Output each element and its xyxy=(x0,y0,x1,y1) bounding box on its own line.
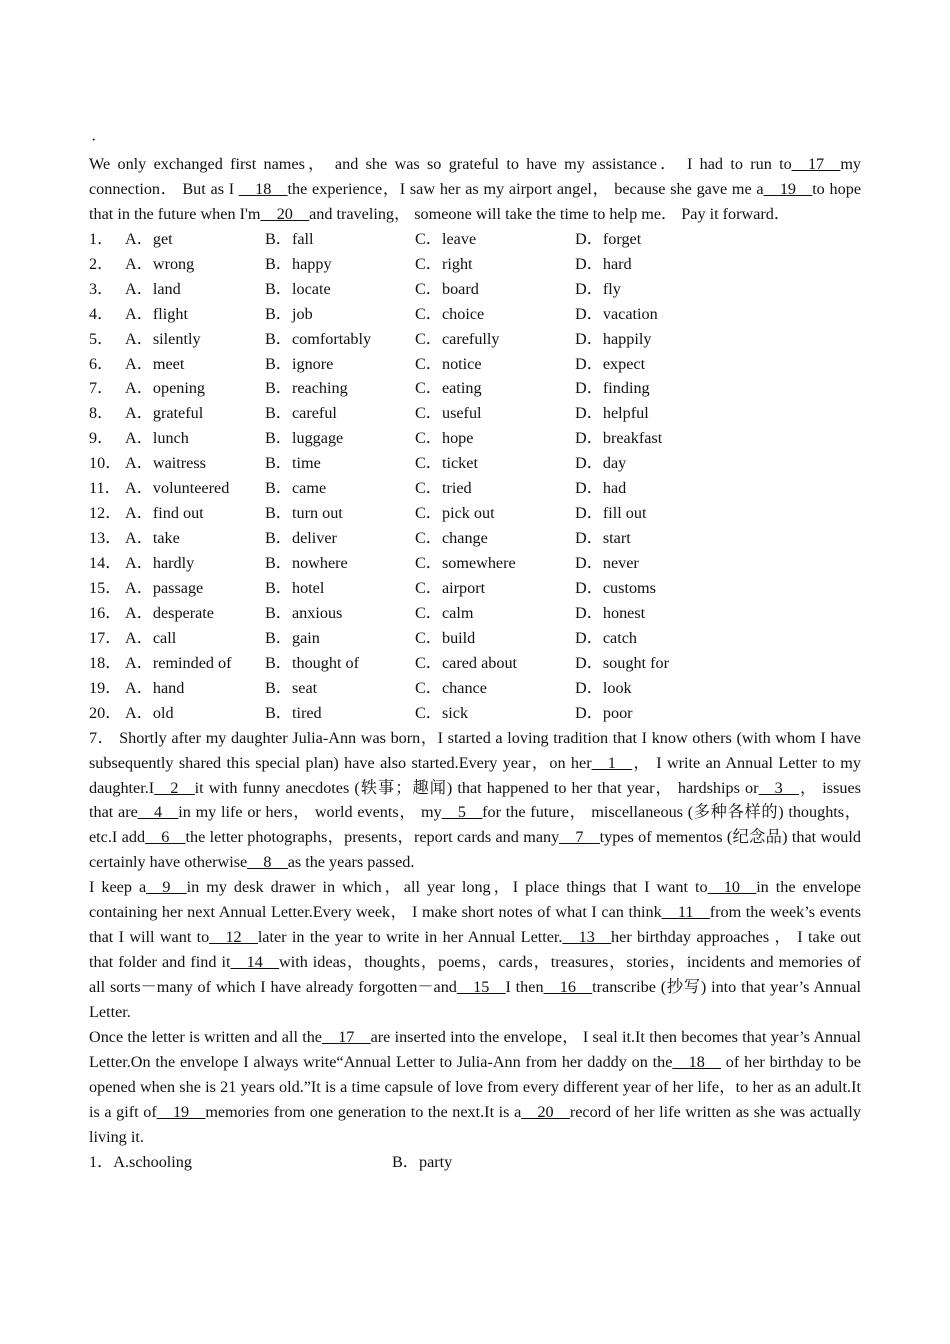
text-run: types of mementos (纪念品) that would certainly have otherwise xyxy=(89,828,861,872)
question-number: 16． xyxy=(89,603,122,622)
option-b: B．came xyxy=(265,479,327,498)
option-row xyxy=(89,451,861,476)
option-row xyxy=(89,651,861,676)
option-d: D．vacation xyxy=(575,304,658,323)
blank: __1__ xyxy=(591,753,633,772)
quiz-7-first-option-row xyxy=(89,1150,861,1175)
blank: __4__ xyxy=(137,803,179,822)
option-row xyxy=(89,277,861,302)
text-run: her birthday approaches ， I take out that folder and find it xyxy=(89,928,861,972)
question-number: 7． xyxy=(89,379,114,398)
option-b: B．fall xyxy=(265,229,314,248)
option-d: D．honest xyxy=(575,603,646,622)
option-a: A．silently xyxy=(125,329,201,348)
question-number: 6． xyxy=(89,354,114,373)
option-d: D．finding xyxy=(575,379,650,398)
option-a: A．land xyxy=(125,279,181,298)
option-c: C．notice xyxy=(415,354,482,373)
option-d: D．breakfast xyxy=(575,429,663,448)
question-number: 8． xyxy=(89,404,114,423)
option-a: A．lunch xyxy=(125,429,189,448)
blank: __17__ xyxy=(322,1028,371,1047)
option-a: A．find out xyxy=(125,504,204,523)
question-number: 13． xyxy=(89,529,122,548)
text-run: the letter photographs，presents，report cards and many xyxy=(185,828,560,847)
text-run: it with funny anecdotes (轶事；趣闻) that happened to her that year， hardships or xyxy=(194,778,759,797)
question-number: 17． xyxy=(89,628,122,647)
blank: __18__ xyxy=(672,1053,721,1071)
option-a: A．wrong xyxy=(125,254,195,273)
option-d: D．poor xyxy=(575,703,633,722)
option-row xyxy=(89,327,861,352)
option-a: A．waitress xyxy=(125,454,206,473)
text-run: later in the year to write in her Annual Letter. xyxy=(257,928,563,947)
blank: __6__ xyxy=(145,828,186,847)
option-b: B．comfortably xyxy=(265,329,372,348)
option-d: D．hard xyxy=(575,254,632,273)
passage-7-paragraph-2 xyxy=(89,875,861,1025)
option-c: C．somewhere xyxy=(415,554,516,573)
option-row xyxy=(89,601,861,626)
text-run: for the future， miscellaneous (多种各样的) thoughts，etc.I add xyxy=(89,803,861,847)
option-a: A．reminded of xyxy=(125,653,232,672)
option-row xyxy=(89,426,861,451)
option-row xyxy=(89,227,861,252)
blank: __13__ xyxy=(562,928,612,947)
option-a: A．grateful xyxy=(125,404,204,423)
blank: __12__ xyxy=(209,928,258,947)
blank: __10__ xyxy=(707,878,757,897)
option-a: A．flight xyxy=(125,304,188,323)
blank: __14__ xyxy=(230,953,280,972)
text-run: with ideas，thoughts，poems，cards，treasures，stories，incidents and memories of all sorts－many of which I have already forgotten－and xyxy=(89,953,862,997)
blank: __20__ xyxy=(260,204,310,223)
option-b: B．anxious xyxy=(265,603,343,622)
passage-7-paragraph-3 xyxy=(89,1025,861,1150)
option-d: D．helpful xyxy=(575,404,649,423)
option-row xyxy=(89,302,861,327)
passage-7-paragraph-1 xyxy=(89,726,861,876)
option-row xyxy=(89,501,861,526)
option-b: B．hotel xyxy=(265,578,325,597)
option-a: A．passage xyxy=(125,578,204,597)
top-mark: · xyxy=(91,131,97,149)
option-d: D．happily xyxy=(575,329,652,348)
blank: __11__ xyxy=(661,903,710,922)
option-row xyxy=(89,401,861,426)
option-a: A．desperate xyxy=(125,603,214,622)
option-c: C．airport xyxy=(415,578,486,597)
text-run: to hope that in the future when I'm xyxy=(89,179,862,223)
question-number: 2． xyxy=(89,254,114,273)
text-run: as the years passed. xyxy=(287,853,415,872)
option-b: B．ignore xyxy=(265,354,334,373)
option-row xyxy=(89,252,861,277)
text-run: record of her life written as she was actually living it. xyxy=(89,1102,861,1146)
option-d: D．look xyxy=(575,678,632,697)
passage-1-tail xyxy=(89,152,861,227)
option-b: B．turn out xyxy=(265,504,343,523)
option-b: B．gain xyxy=(265,628,320,647)
option-d: D．sought for xyxy=(575,653,669,672)
blank: __16__ xyxy=(543,978,593,997)
option-c: C．ticket xyxy=(415,454,478,473)
option-a: A．opening xyxy=(125,379,206,398)
option-row xyxy=(89,526,861,551)
option-a: A．volunteered xyxy=(125,479,230,498)
option-d: D．start xyxy=(575,529,631,548)
option-b: B．seat xyxy=(265,678,318,697)
question-number: 10． xyxy=(89,454,122,473)
text-run: from the week’s events that I will want to xyxy=(89,903,861,947)
option-a: A．call xyxy=(125,628,177,647)
question-number: 18． xyxy=(89,653,122,672)
option-b: B．party xyxy=(392,1152,453,1171)
option-c: C．calm xyxy=(415,603,474,622)
text-run: 7． Shortly after my daughter Julia-Ann was born，I started a loving tradition that I know others (with whom I have subsequently shared this special plan) have also started.Every year，on her xyxy=(89,728,861,772)
option-d: D．had xyxy=(575,479,627,498)
option-a: A．take xyxy=(125,529,180,548)
text-run: in my desk drawer in which，all year long，I place things that I want to xyxy=(186,878,708,897)
option-b: B．tired xyxy=(265,703,322,722)
blank: __9__ xyxy=(146,878,187,897)
blank: __15__ xyxy=(456,978,506,997)
blank: __19__ xyxy=(763,179,813,198)
option-c: C．choice xyxy=(415,304,485,323)
option-b: B．job xyxy=(265,304,313,323)
blank: __17__ xyxy=(791,155,841,173)
option-a: A．meet xyxy=(125,354,185,373)
text-run: ， I write an Annual Letter to my daughter.I xyxy=(89,753,861,797)
question-number: 19． xyxy=(89,678,122,697)
option-c: C．carefully xyxy=(415,329,500,348)
quiz-1-options xyxy=(89,227,861,726)
text-run: I keep a xyxy=(89,878,147,897)
option-b: B．time xyxy=(265,454,321,473)
option-c: C．useful xyxy=(415,404,482,423)
question-number: 9． xyxy=(89,429,114,448)
question-number: 3． xyxy=(89,279,114,298)
option-b: B．happy xyxy=(265,254,332,273)
text-run: of her birthday to be opened when she is 21 years old.”It is a time capsule of love from every different year of her life，to her as an adult.It is a gift of xyxy=(89,1053,861,1121)
blank: __3__ xyxy=(758,778,799,797)
text-run: and traveling， someone will take the time to help me． Pay it forward． xyxy=(309,204,791,223)
document-page xyxy=(89,128,861,1175)
text-run: ， issues that are xyxy=(89,778,861,822)
option-row xyxy=(89,701,861,726)
option-d: D．customs xyxy=(575,578,656,597)
option-a: A．hand xyxy=(125,678,185,697)
option-b: B．luggage xyxy=(265,429,344,448)
text-run: Once the letter is written and all the xyxy=(89,1028,322,1047)
option-a: A．hardly xyxy=(125,554,195,573)
option-c: C．chance xyxy=(415,678,487,697)
option-b: B．reaching xyxy=(265,379,348,398)
option-d: D．never xyxy=(575,554,639,573)
option-d: D．day xyxy=(575,454,627,473)
option-b: B．nowhere xyxy=(265,554,348,573)
option-c: C．hope xyxy=(415,429,474,448)
option-c: C．eating xyxy=(415,379,482,398)
blank: __7__ xyxy=(559,828,600,847)
option-c: C．board xyxy=(415,279,479,298)
option-c: C．sick xyxy=(415,703,469,722)
blank: __19__ xyxy=(156,1102,206,1121)
text-run: in my life or hers， world events， my xyxy=(178,803,442,822)
text-run: my connection． But as I xyxy=(89,155,861,198)
option-b: B．thought of xyxy=(265,653,359,672)
blank: __18__ xyxy=(238,179,288,198)
option-b: B．deliver xyxy=(265,529,337,548)
option-a: A．get xyxy=(125,229,173,248)
question-number: 12． xyxy=(89,504,122,523)
option-c: C．change xyxy=(415,529,488,548)
option-c: C．cared about xyxy=(415,653,518,672)
option-d: D．catch xyxy=(575,628,638,647)
option-row xyxy=(89,626,861,651)
question-number: 14． xyxy=(89,554,122,573)
blank: __2__ xyxy=(154,778,195,797)
option-c: C．pick out xyxy=(415,504,495,523)
question-number: 20． xyxy=(89,703,122,722)
text-run: memories from one generation to the next.It is a xyxy=(205,1102,522,1121)
option-b: B．careful xyxy=(265,404,337,423)
option-a: 1．A.schooling xyxy=(89,1152,192,1171)
blank: __5__ xyxy=(441,803,483,822)
text-run: We only exchanged first names， and she was so grateful to have my assistance． I had to run to xyxy=(89,155,792,173)
question-number: 1． xyxy=(89,229,114,248)
question-number: 4． xyxy=(89,304,114,323)
text-run: are inserted into the envelope， I seal it.It then becomes that year’s Annual Letter.On the envelope I always write“Annual Letter to Julia-Ann from her daddy on the xyxy=(89,1028,861,1071)
option-c: C．tried xyxy=(415,479,472,498)
option-d: D．fly xyxy=(575,279,621,298)
option-d: D．expect xyxy=(575,354,646,373)
option-b: B．locate xyxy=(265,279,331,298)
question-number: 15． xyxy=(89,578,122,597)
option-row xyxy=(89,352,861,377)
option-c: C．leave xyxy=(415,229,477,248)
question-number: 11． xyxy=(89,479,121,498)
option-row xyxy=(89,376,861,401)
text-run: the experience，I saw her as my airport angel， because she gave me a xyxy=(287,179,764,198)
text-run: I then xyxy=(505,978,544,997)
blank: __8__ xyxy=(247,853,288,872)
blank: __20__ xyxy=(521,1102,570,1121)
question-number: 5． xyxy=(89,329,114,348)
option-row xyxy=(89,576,861,601)
option-c: C．right xyxy=(415,254,473,273)
option-row xyxy=(89,476,861,501)
option-d: D．fill out xyxy=(575,504,647,523)
option-a: A．old xyxy=(125,703,174,722)
option-c: C．build xyxy=(415,628,476,647)
text-run: in the envelope containing her next Annual Letter.Every week， I make short notes of what I can think xyxy=(89,878,861,922)
text-run: transcribe (抄写) into that year’s Annual Letter. xyxy=(89,978,862,1022)
option-d: D．forget xyxy=(575,229,642,248)
option-row xyxy=(89,676,861,701)
option-row xyxy=(89,551,861,576)
